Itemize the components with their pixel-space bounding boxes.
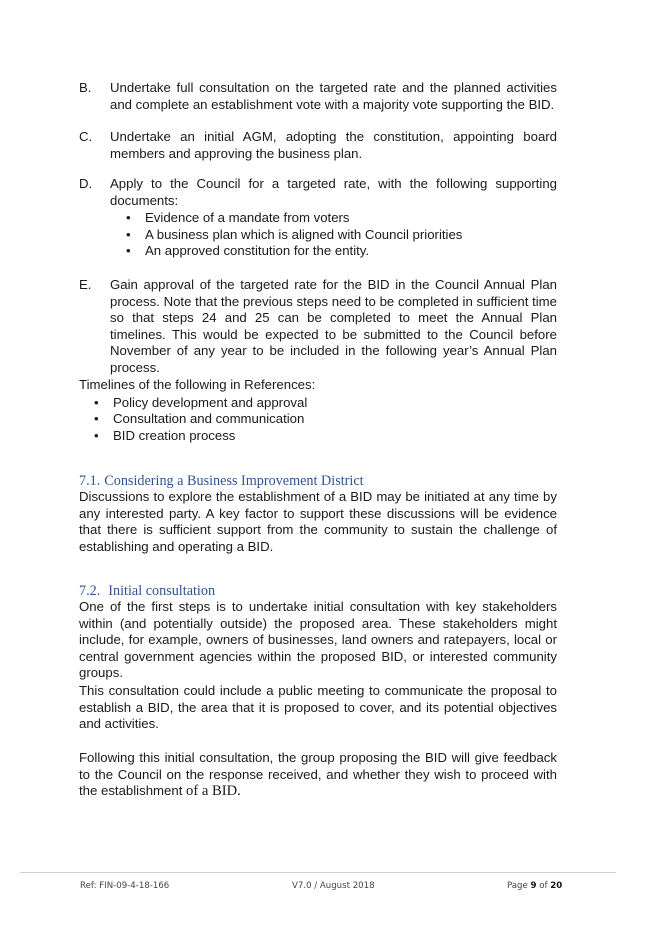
section-7-1-paragraph: Discussions to explore the establishment of a BID may be initiated at any time by any interested party. A key factor to support these discussions will be evidence that there is sufficient support from the community to sustain the challenge of establishing and operating a BID. [79,489,557,554]
section-7-2-paragraph-2: This consultation could include a public meeting to communicate the proposal to establish a BID, the area that it is proposed to cover, and its potential objectives and activities. [79,683,557,732]
list-item: • Consultation and communication [79,411,557,428]
step-letter: E. [79,277,92,292]
supporting-documents-list [110,210,557,260]
timelines-list [79,395,557,445]
list-item: • Policy development and approval [79,395,557,412]
footer-reference: Ref: FIN-09-4-18-166 [80,881,170,891]
footer-version: V7.0 / August 2018 [292,881,375,891]
section-heading-7-2 [79,583,215,600]
timelines-block [79,377,557,444]
list-item: • Evidence of a mandate from voters [110,210,557,227]
timelines-intro: Timelines of the following in References: [79,377,316,392]
step-item-e [79,277,557,377]
section-7-2-paragraph-3 [79,750,557,800]
footer-page-number [507,881,562,891]
list-item: • An approved constitution for the entity. [110,243,557,260]
total-pages: 20 [550,881,563,891]
page-label: Page [507,881,528,891]
step-letter: D. [79,176,93,191]
step-text: Gain approval of the targeted rate for the BID in the Council Annual Plan process. Note that the previous steps need to be completed in sufficient time so that steps 24 and 25 can be completed to meet the Annual Plan timelines. This would be expected to be submitted to the Council before November of any year to be included in the following year’s Annual Plan process. [110,277,557,375]
of-label: of [539,881,548,891]
section-heading-7-1 [79,473,364,490]
step-text: Apply to the Council for a targeted rate, with the following supporting documents: [110,176,557,208]
section-7-2-paragraph-1: One of the first steps is to undertake initial consultation with key stakeholders within (and potentially outside) the proposed area. These stakeholders might include, for example, owners of businesses, land owners and ratepayers, local or central government agencies within the proposed BID, or interested community groups. [79,599,557,681]
step-item-d [79,176,557,260]
footer-divider [20,872,616,873]
section-title: Considering a Business Improvement District [104,473,364,489]
current-page: 9 [530,881,537,891]
list-item: • A business plan which is aligned with Council priorities [110,227,557,244]
list-item: • BID creation process [79,428,557,445]
step-text: Undertake an initial AGM, adopting the constitution, appointing board members and approving the business plan. [110,129,557,161]
paragraph-text-tail: of a BID. [186,783,241,800]
paragraph-text: Following this initial consultation, the group proposing the BID will give feedback to the Council on the response received, and whether they wish to proceed with the establishment [79,750,557,799]
step-letter: B. [79,80,92,95]
step-item-c [79,129,557,162]
section-title: Initial consultation [108,583,216,599]
step-text: Undertake full consultation on the targeted rate and the planned activities and complete an establishment vote with a majority vote supporting the BID. [110,80,557,112]
section-number: 7.1. [79,473,101,489]
step-letter: C. [79,129,93,144]
section-number: 7.2. [79,583,101,599]
step-item-b [79,80,557,113]
